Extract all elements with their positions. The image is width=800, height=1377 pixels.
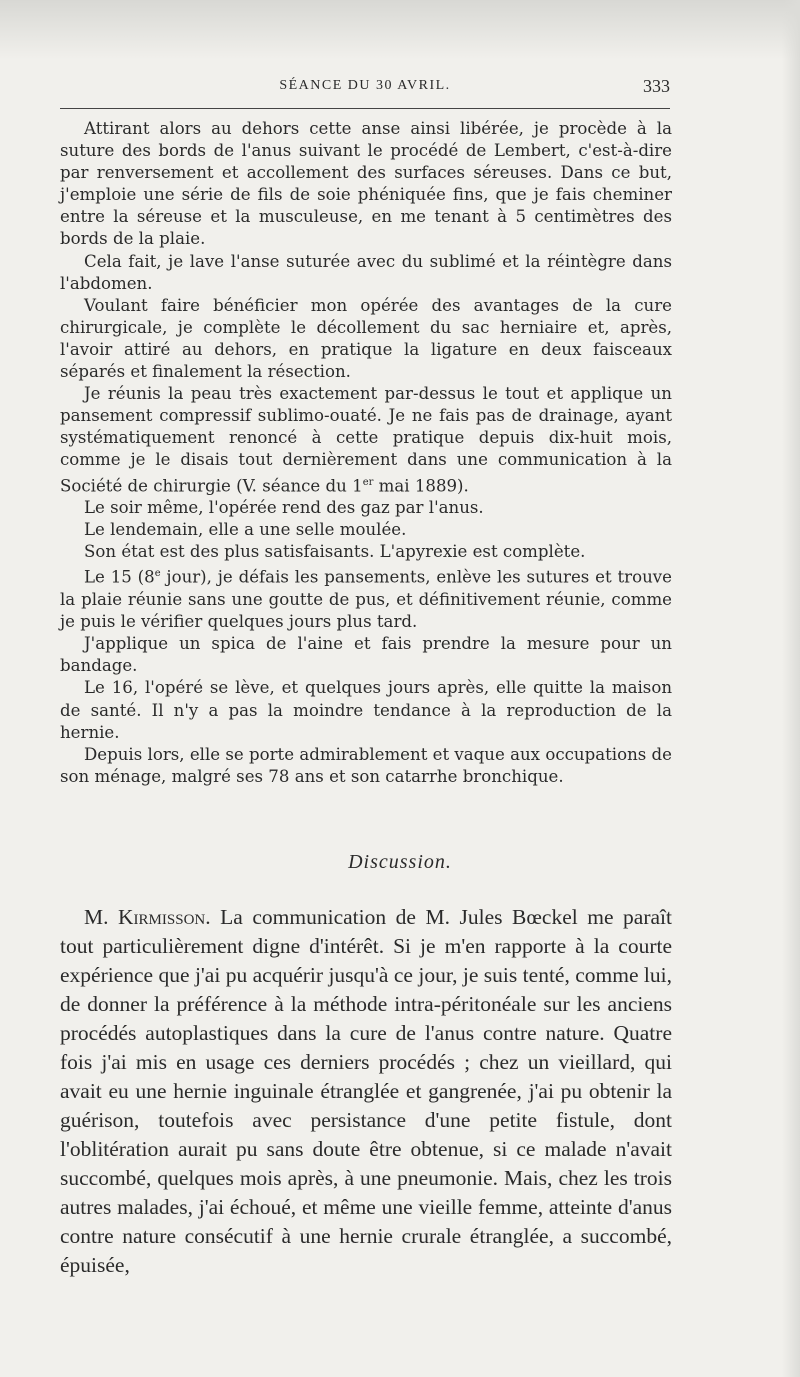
case-report-text (60, 118, 672, 788)
running-head: SÉANCE DU 30 AVRIL. (279, 78, 451, 93)
paragraph: Le soir même, l'opérée rend des gaz par l'anus. (84, 498, 484, 518)
paragraph: Le lendemain, elle a une selle moulée. (84, 520, 407, 540)
page-header (60, 78, 670, 109)
page-right-shadow (782, 0, 800, 1377)
paragraph-text: jour), je défais les pansements, enlève les sutures et trouve la plaie réunie sans une goutte de pus, et définitivement réunie, comme je puis le vérifier quelques jours plus tard. (60, 567, 672, 632)
page-top-shadow (0, 0, 800, 60)
paragraph-text: mai 1889). (373, 476, 469, 496)
speaker-name: Kirmisson. (118, 905, 211, 929)
speaker-prefix: M. (84, 905, 119, 929)
superscript: er (362, 476, 374, 488)
paragraph: Attirant alors au dehors cette anse ainsi libérée, je procède à la suture des bords de l'anus suivant le procédé de Lembert, c'est-à-dire par renversement et accollement des surfaces séreuses. Dans ce but, j'emploie une série de fils de soie phéniquée fins, que je fais cheminer entre la séreuse et la musculeuse, en me tenant à 5 centimètres des bords de la plaie. (60, 119, 672, 249)
paragraph-text: Je réunis la peau très exactement par-dessus le tout et applique un pansement compressif sublimo-ouaté. Je ne fais pas de drainage, ayant systématiquement renoncé à cette pratique depuis dix-huit mois, comme je le disais tout dernièrement dans une communication à la Société de chirurgie (V. séance du 1 (60, 384, 672, 496)
paragraph: Voulant faire bénéficier mon opérée des avantages de la cure chirurgicale, je complète le décollement du sac herniaire et, après, l'avoir attiré au dehors, en pratique la ligature en deux faisceaux séparés et finalement la résection. (60, 295, 672, 382)
paragraph: Son état est des plus satisfaisants. L'apyrexie est complète. (84, 542, 586, 562)
page-number: 333 (643, 76, 670, 96)
paragraph: Le 16, l'opéré se lève, et quelques jours après, elle quitte la maison de santé. Il n'y a pas la moindre tendance à la reproduction de la hernie. (60, 678, 672, 742)
discussion-paragraph (60, 903, 672, 1280)
paragraph: Depuis lors, elle se porte admirablement et vaque aux occupations de son ménage, malgré ses 78 ans et son catarrhe bronchique. (60, 744, 672, 786)
section-title: Discussion. (348, 851, 452, 873)
paragraph: Cela fait, je lave l'anse suturée avec du sublimé et la réintègre dans l'abdomen. (60, 251, 672, 293)
discussion-body: La communication de M. Jules Bœckel me paraît tout particulièrement digne d'intérêt. Si je m'en rapporte à la courte expérience que j'ai pu acquérir jusqu'à ce jour, je suis tenté, comme lui, de donner la préférence à la méthode intra-péritonéale sur les anciens procédés autoplastiques dans la cure de l'anus contre nature. Quatre fois j'ai mis en usage ces derniers procédés ; chez un vieillard, qui avait eu une hernie inguinale étranglée et gangrenée, j'ai pu obtenir la guérison, toutefois avec persistance d'une petite fistule, dont l'oblitération aurait pu sans doute être obtenue, si ce malade n'avait succombé, quelques mois après, à une pneumonie. Mais, chez les trois autres malades, j'ai échoué, et même une vieille femme, atteinte d'anus contre nature consécutif à une hernie crurale étranglée, a succombé, épuisée, (60, 905, 672, 1277)
discussion-text (60, 903, 672, 1280)
superscript: e (154, 568, 161, 580)
paragraph (60, 383, 672, 497)
paragraph: J'applique un spica de l'aine et fais prendre la mesure pour un bandage. (60, 634, 672, 676)
paragraph-text: Le 15 (8 (84, 567, 155, 587)
paragraph (60, 563, 672, 633)
